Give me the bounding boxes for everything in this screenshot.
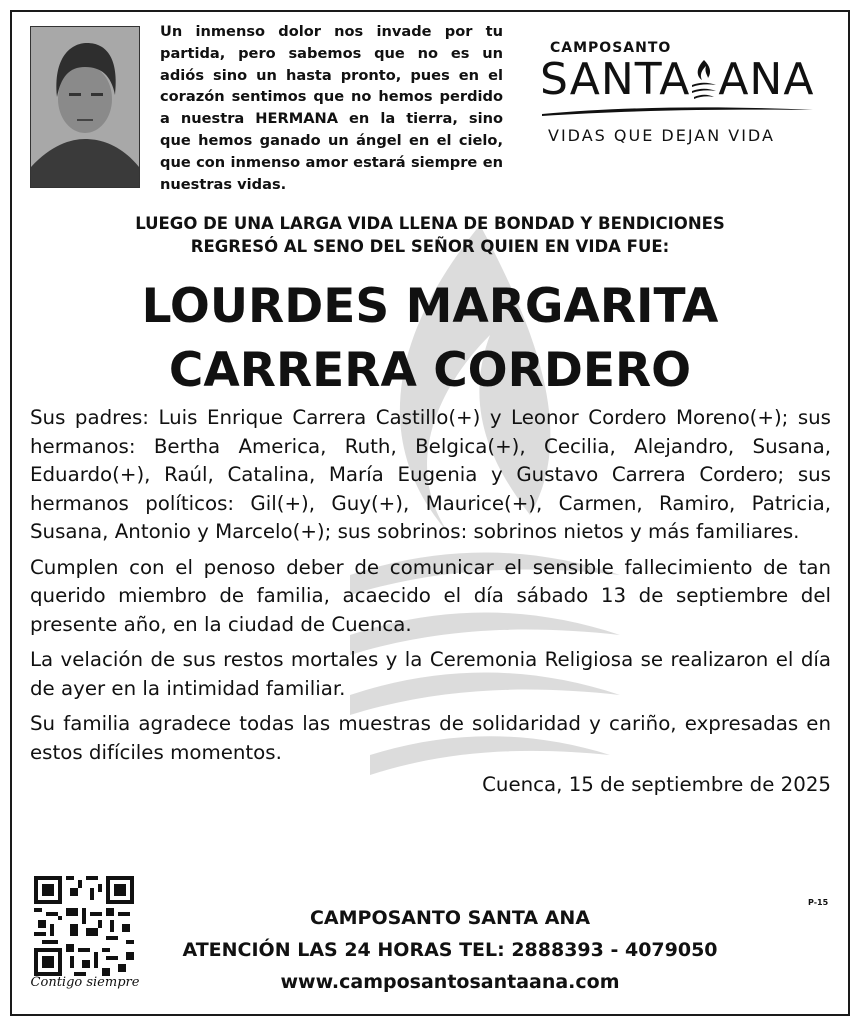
name-line-1: LOURDES MARGARITA — [141, 279, 719, 334]
deceased-name — [30, 275, 830, 403]
lead-text — [30, 212, 830, 258]
footer-phone: ATENCIÓN LAS 24 HORAS TEL: 2888393 - 4079050 — [182, 939, 718, 961]
logo-swoosh-icon — [540, 104, 815, 116]
logo-brand-left: SANTA — [540, 54, 691, 105]
obituary-body — [30, 404, 831, 800]
footer-website-link[interactable]: www.camposantosantaana.com — [280, 971, 620, 993]
qr-code-icon — [34, 876, 134, 976]
date-line: Cuenca, 15 de septiembre de 2025 — [482, 773, 831, 796]
ad-code: P-15 — [808, 898, 829, 907]
announcement-paragraph: Cumplen con el penoso deber de comunicar el sensible fallecimiento de tan querido miembro de familia, acaecido el día sábado 13 de septiembre del presente año, en la ciudad de Cuenca. — [30, 555, 831, 636]
logo-brand-right: ANA — [718, 54, 815, 105]
thanks-paragraph: Su familia agradece todas las muestras de solidaridad y cariño, expresadas en estos difíciles momentos. — [30, 712, 831, 764]
deceased-portrait — [30, 26, 140, 188]
footer-company: CAMPOSANTO SANTA ANA — [309, 907, 591, 929]
logo-brand — [540, 54, 815, 105]
lead-line-2: REGRESÓ AL SENO DEL SEÑOR QUIEN EN VIDA FUE: — [190, 237, 670, 256]
lead-line-1: LUEGO DE UNA LARGA VIDA LLENA DE BONDAD Y BENDICIONES — [135, 214, 725, 233]
camposanto-logo — [540, 40, 815, 145]
footer-contact — [140, 902, 760, 998]
name-line-2: CARRERA CORDERO — [168, 343, 692, 398]
intro-message: Un inmenso dolor nos invade por tu partida, pero sabemos que no es un adiós sino un hasta pronto, pues en el corazón sentimos que no hemos perdido a nuestra HERMANA en la tierra, sino que hemos ganado un ángel en el cielo, que con inmenso amor estará siempre en nuestras vidas. — [160, 23, 503, 193]
logo-tagline: VIDAS QUE DEJAN VIDA — [548, 126, 775, 145]
family-paragraph: Sus padres: Luis Enrique Carrera Castillo(+) y Leonor Cordero Moreno(+); sus hermanos: Bertha America, Ruth, Belgica(+), Cecilia, Alejandro, Susana, Eduardo(+), Raúl, Catalina, María Eugenia y Gustavo Carrera Cordero; sus hermanos políticos: Gil(+), Guy(+), Maurice(+), Carmen, Ramiro, Patricia, Susana, Antonio y Marcelo(+); sus sobrinos: sobrinos nietos y más familiares. — [30, 406, 831, 543]
logo-pretitle: CAMPOSANTO — [550, 40, 672, 56]
ceremony-paragraph: La velación de sus restos mortales y la Ceremonia Religiosa se realizaron el día de ayer en la intimidad familiar. — [30, 648, 831, 700]
logo-flame-icon — [690, 58, 718, 102]
qr-caption: Contigo siempre — [30, 975, 140, 990]
